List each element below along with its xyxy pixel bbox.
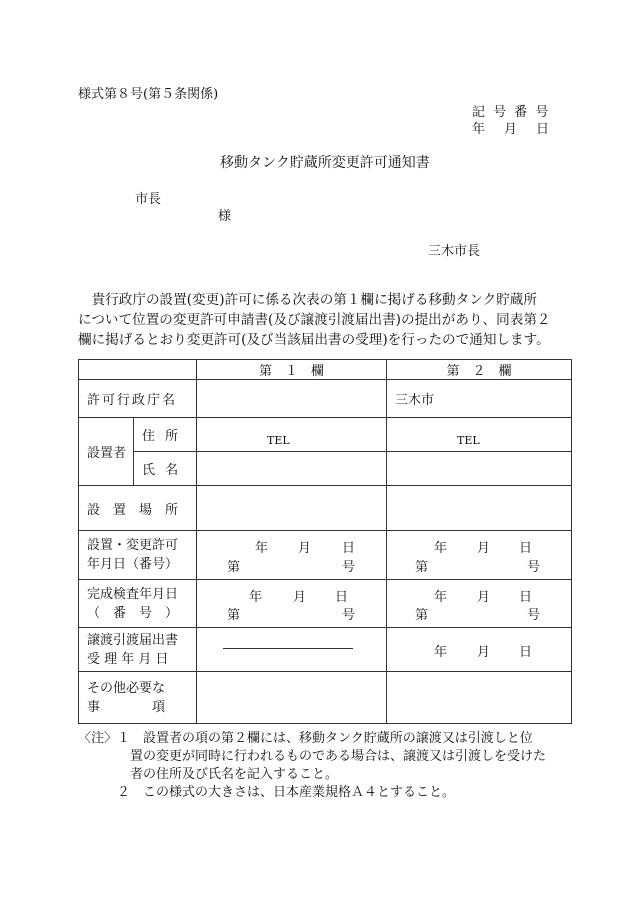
permit-col1-cell: [197, 531, 387, 580]
installer-col1-name: [197, 452, 387, 486]
permit-col2-year: 年: [434, 541, 448, 556]
table-row: [79, 380, 572, 418]
installer-col1-address-tel: TEL: [197, 418, 387, 452]
transfer-col2-year: 年: [434, 645, 448, 660]
other-col1-cell: [197, 672, 387, 724]
transfer-col1-cell: [197, 628, 387, 672]
inspection-col1-cell: [197, 580, 387, 628]
inspection-date-label: [79, 580, 197, 628]
table-row: [79, 418, 572, 452]
agency-col1-cell: [197, 380, 387, 418]
inspection-col2-day: 日: [519, 590, 533, 605]
installer-label: 設置者: [79, 418, 134, 486]
transfer-receipt-label-line2: 受 理 年 月 日: [87, 651, 169, 667]
location-label: 設 置 場 所: [79, 486, 197, 531]
header-blank: [79, 360, 197, 380]
honorific: 様: [218, 209, 232, 224]
column-1-header: 第 １ 欄: [197, 360, 387, 380]
permit-date-label-line1: 設置・変更許可: [87, 538, 179, 553]
transfer-col2-month: 月: [477, 645, 491, 660]
body-line: について位置の変更許可申請書(及び譲渡引渡届出書)の提出があり、同表第２: [78, 312, 551, 328]
inspection-date-label-line1: 完成検査年月日: [87, 586, 179, 602]
other-col2-cell: [387, 672, 572, 724]
permit-col2-num-prefix: 第: [415, 560, 429, 575]
other-matters-label-line2: 事 項: [87, 699, 166, 715]
form-number: 様式第８号(第５条関係): [78, 87, 219, 102]
other-matters-label: [79, 672, 197, 724]
permit-col2-day: 日: [519, 541, 533, 556]
agency-label: 許可行政庁名: [79, 380, 197, 418]
inspection-col1-num-prefix: 第: [227, 608, 241, 623]
other-matters-label-line1: その他必要な: [87, 680, 166, 696]
transfer-col1-strike-line: [223, 648, 353, 649]
permit-col1-num-prefix: 第: [227, 560, 241, 575]
location-col1-cell: [197, 486, 387, 531]
agency-col2-cell: 三木市: [387, 380, 572, 418]
transfer-col2-cell: [387, 628, 572, 672]
permit-col2-cell: [387, 531, 572, 580]
inspection-col1-num-suffix: 号: [342, 608, 356, 623]
permit-date-label-line2: 年月日（番号）: [87, 557, 179, 572]
note-line: 〈注〉１ 設置者の項の第２欄には、移動タンク貯蔵所の譲渡又は引渡しと位: [78, 731, 533, 746]
table-row: [79, 628, 572, 672]
transfer-receipt-label: [79, 628, 197, 672]
reference-number-label: 記 号 番 号: [472, 105, 551, 120]
inspection-date-label-line2: （ 番 号 ）: [87, 605, 179, 621]
inspection-col2-cell: [387, 580, 572, 628]
inspection-col1-year: 年: [249, 590, 263, 605]
permit-col1-month: 月: [298, 541, 312, 556]
permit-col2-num-suffix: 号: [527, 560, 541, 575]
notes-section: [78, 730, 578, 802]
permit-date-label: [79, 531, 197, 580]
installer-col2-name: [387, 452, 572, 486]
addressee: 市長: [135, 192, 162, 207]
permit-col1-day: 日: [342, 541, 356, 556]
inspection-col2-num-prefix: 第: [415, 608, 429, 623]
table-row: [79, 580, 572, 628]
location-col2-cell: [387, 486, 572, 531]
issuer: 三木市長: [428, 244, 481, 259]
inspection-col2-year: 年: [434, 590, 448, 605]
inspection-col1-day: 日: [335, 590, 349, 605]
table-row: [79, 486, 572, 531]
inspection-col2-month: 月: [477, 590, 491, 605]
note-line: 者の住所及び氏名を記入すること。: [78, 767, 339, 782]
document-title: 移動タンク貯蔵所変更許可通知書: [220, 155, 430, 171]
installer-col2-address-tel: TEL: [387, 418, 572, 452]
body-paragraph: [78, 290, 568, 350]
note-line: ２ この様式の大きさは、日本産業規格Ａ４とすること。: [78, 785, 456, 800]
column-2-header: 第 ２ 欄: [387, 360, 572, 380]
table-row: [79, 360, 572, 380]
transfer-col2-day: 日: [519, 645, 533, 660]
permit-col1-year: 年: [255, 541, 269, 556]
permit-table: [78, 359, 572, 724]
installer-name-label: 氏 名: [134, 452, 197, 486]
table-row: [79, 452, 572, 486]
installer-address-label: 住 所: [134, 418, 197, 452]
inspection-col1-month: 月: [293, 590, 307, 605]
table-row: [79, 672, 572, 724]
transfer-receipt-label-line1: 譲渡引渡届出書: [87, 632, 179, 648]
body-line: 欄に掲げるとおり変更許可(及び当該届出書の受理)を行ったので通知します。: [78, 332, 550, 348]
inspection-col2-num-suffix: 号: [527, 608, 541, 623]
table-row: [79, 531, 572, 580]
permit-col1-num-suffix: 号: [342, 560, 356, 575]
issue-date-label: 年 月 日: [472, 122, 553, 137]
permit-col2-month: 月: [477, 541, 491, 556]
note-line: 置の変更が同時に行われるものである場合は、譲渡又は引渡しを受けた: [78, 749, 547, 764]
body-line: 貴行政庁の設置(変更)許可に係る次表の第１欄に掲げる移動タンク貯蔵所: [78, 292, 537, 308]
